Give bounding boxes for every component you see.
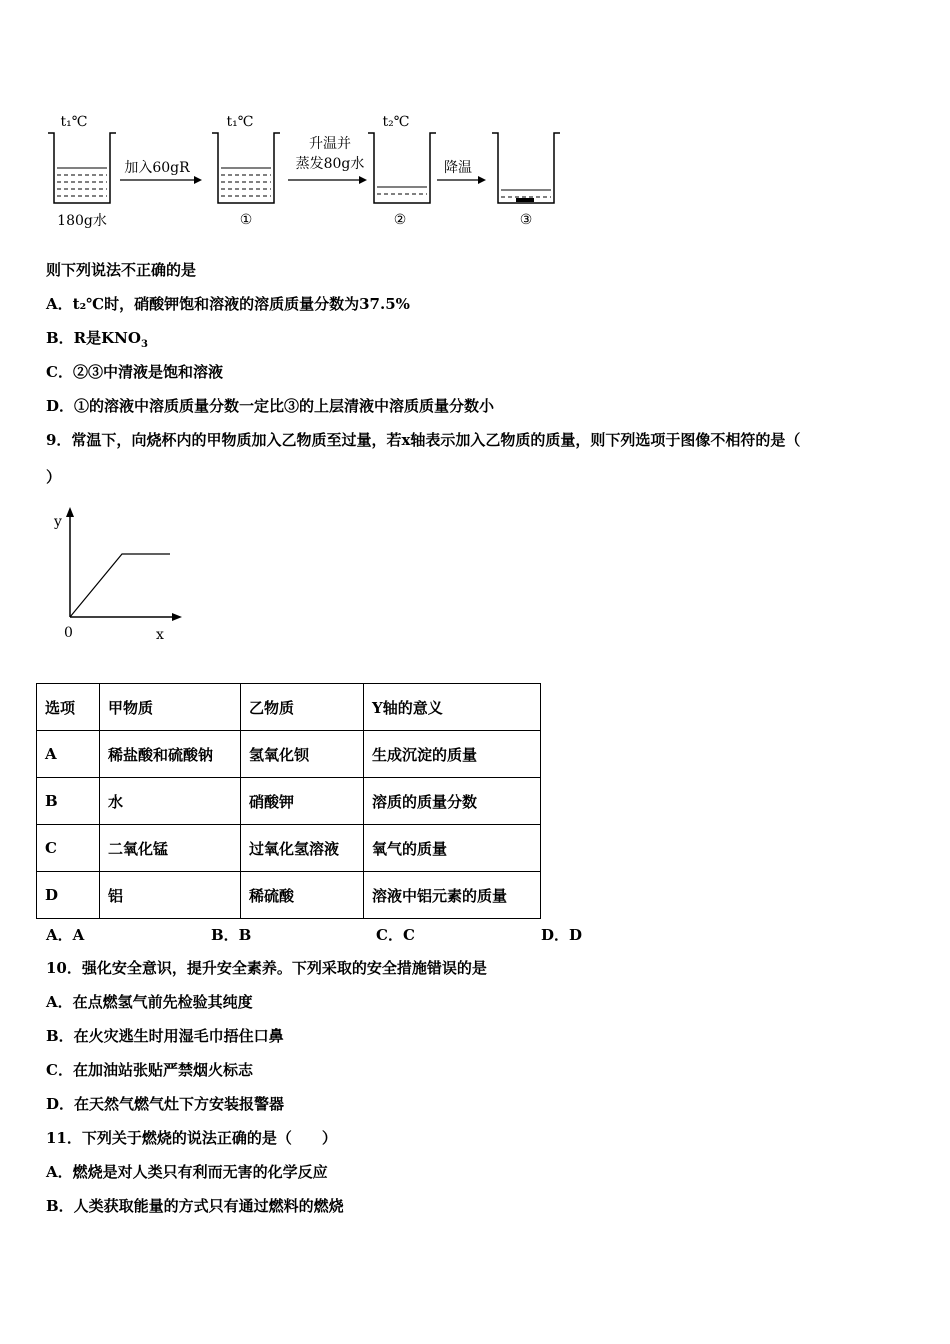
arrow2-label-line2: 蒸发80g水 — [295, 156, 365, 172]
table-cell: 硝酸钾 — [241, 778, 364, 825]
q10-option-b: B．在火灾逃生时用湿毛巾捂住口鼻 — [46, 1027, 284, 1045]
x-axis-arrow-icon — [172, 613, 182, 621]
arrow2-label-line1: 升温并 — [309, 136, 351, 152]
graph-curve — [70, 554, 170, 617]
table-cell: 稀盐酸和硫酸钠 — [100, 731, 241, 778]
beaker2-temp: t₂℃ — [382, 114, 410, 130]
x-axis-label: x — [156, 627, 164, 643]
origin-label: 0 — [64, 625, 73, 641]
q10-stem: 10．强化安全意识，提升安全素养。下列采取的安全措施错误的是 — [46, 959, 487, 977]
beaker0-temp: t₁℃ — [60, 114, 88, 130]
table-cell: 水 — [100, 778, 241, 825]
arrow-right-icon — [194, 176, 202, 184]
table-header: 乙物质 — [241, 684, 364, 731]
beaker3-label: ③ — [519, 212, 533, 228]
table-cell: 铝 — [100, 872, 241, 919]
q10-option-a: A．在点燃氢气前先检验其纯度 — [46, 993, 253, 1011]
table-cell: 氢氧化钡 — [241, 731, 364, 778]
table-cell: 二氧化锰 — [100, 825, 241, 872]
table-cell: D — [37, 872, 100, 919]
table-cell: 氧气的质量 — [364, 825, 541, 872]
table-header: Y轴的意义 — [364, 684, 541, 731]
table-cell: 稀硫酸 — [241, 872, 364, 919]
table-cell: 生成沉淀的质量 — [364, 731, 541, 778]
answer-choice-d[interactable]: D．D — [541, 926, 583, 944]
table-cell: 过氧化氢溶液 — [241, 825, 364, 872]
beaker-3 — [492, 133, 560, 228]
q8-option-a: A．t₂℃时，硝酸钾饱和溶液的溶质质量分数为37.5% — [46, 295, 410, 313]
table-header: 甲物质 — [100, 684, 241, 731]
q9-options-table — [36, 683, 541, 919]
y-axis-arrow-icon — [66, 507, 74, 517]
table-row — [37, 825, 541, 872]
table-row — [37, 778, 541, 825]
q10-option-d: D．在天然气燃气灶下方安装报警器 — [46, 1095, 285, 1113]
arrow1-label: 加入60gR — [124, 160, 190, 176]
beaker-1 — [212, 114, 280, 228]
table-row — [37, 731, 541, 778]
q8-option-b: B．R是$KNO_3$ — [46, 329, 148, 350]
table-header-row — [37, 684, 541, 731]
table-cell: 溶质的质量分数 — [364, 778, 541, 825]
beaker1-temp: t₁℃ — [226, 114, 254, 130]
arrow3-label: 降温 — [444, 160, 472, 176]
table-cell: C — [37, 825, 100, 872]
y-axis-label: y — [54, 514, 62, 530]
q10-option-c: C．在加油站张贴严禁烟火标志 — [46, 1061, 253, 1079]
beaker2-label: ② — [393, 212, 407, 228]
beaker0-label: 180g水 — [57, 213, 107, 229]
beaker-initial — [48, 114, 116, 229]
beaker-process-figure — [40, 100, 570, 235]
q9-stem-line2: ） — [46, 468, 62, 486]
q8-stem: 则下列说法不正确的是 — [46, 261, 197, 279]
table-header: 选项 — [37, 684, 100, 731]
q9-answer-choices — [46, 925, 606, 945]
q8-option-c: C．②③中清液是饱和溶液 — [46, 363, 223, 381]
q11-option-a: A．燃烧是对人类只有利而无害的化学反应 — [46, 1163, 328, 1181]
q11-option-b: B．人类获取能量的方式只有通过燃料的燃烧 — [46, 1197, 344, 1215]
table-cell: A — [37, 731, 100, 778]
beaker-2 — [368, 114, 436, 228]
q8-option-d: D．①的溶液中溶质质量分数一定比③的上层清液中溶质质量分数小 — [46, 397, 495, 415]
answer-choice-a[interactable]: A．A — [46, 926, 85, 944]
arrow-right-icon — [359, 176, 367, 184]
arrow-right-icon — [478, 176, 486, 184]
table-cell: B — [37, 778, 100, 825]
beaker1-label: ① — [239, 212, 253, 228]
table-cell: 溶液中铝元素的质量 — [364, 872, 541, 919]
answer-choice-b[interactable]: B．B — [211, 926, 252, 944]
table-row — [37, 872, 541, 919]
q9-graph — [40, 505, 190, 650]
answer-choice-c[interactable]: C．C — [376, 926, 415, 944]
q9-stem-line1: 9．常温下，向烧杯内的甲物质加入乙物质至过量，若x轴表示加入乙物质的质量，则下列选项于图像不相符的是（ — [46, 431, 801, 449]
q11-stem: 11．下列关于燃烧的说法正确的是（ ） — [46, 1129, 337, 1147]
